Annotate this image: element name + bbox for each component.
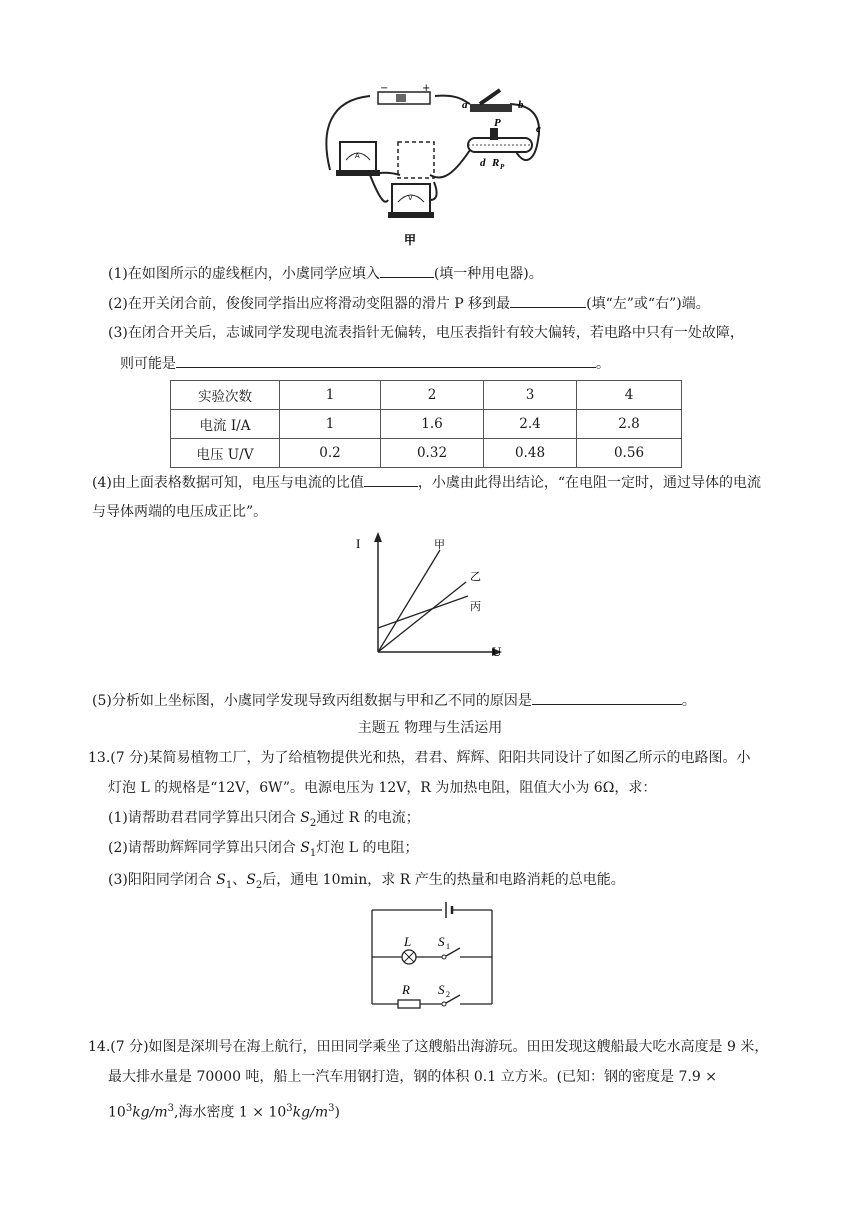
svg-text:I: I <box>356 536 361 551</box>
svg-text:b: b <box>518 99 524 111</box>
iu-graph <box>350 530 510 660</box>
svg-text:P: P <box>494 117 501 129</box>
answer-blank-4[interactable] <box>364 472 418 487</box>
svg-text:2: 2 <box>446 990 450 999</box>
q13-sub1: (1)请帮助君君同学算出只闭合 $S_2$通过 R 的电流； <box>108 810 420 829</box>
resistor-icon <box>398 1000 420 1008</box>
answer-blank-5[interactable] <box>532 690 682 705</box>
svg-text:甲: 甲 <box>404 233 417 247</box>
q13-sub3: (3)阳阳同学闭合 $S_1$、$S_2$后，通电 10min，求 R 产生的热量和电路消耗的总电能。 <box>108 872 625 891</box>
svg-text:U: U <box>492 644 502 659</box>
svg-text:S: S <box>438 934 445 949</box>
svg-text:A: A <box>355 153 360 160</box>
q12-part3-line1: (3)在闭合开关后，志诚同学发现电流表指针无偏转，电压表指针有较大偏转，若电路中只有一处故障， <box>108 325 744 341</box>
svg-text:V: V <box>408 195 413 202</box>
q14-line1: 14.(7 分)如图是深圳号在海上航行，田田同学乘坐了这艘船出海游玩。田田发现这艘船最大吃水高度是 9 米， <box>88 1039 769 1055</box>
q12-part4-line2: 与导体两端的电压成正比”。 <box>92 504 268 520</box>
table-row: 电压 U/V 0.2 0.32 0.48 0.56 <box>171 439 682 468</box>
knife-switch-icon <box>470 90 512 112</box>
q12-part5: (5)分析如上坐标图，小虞同学发现导致丙组数据与甲和乙不同的原因是 。 <box>92 690 696 711</box>
section-title: 主题五 物理与生活运用 <box>357 720 503 736</box>
svg-text:1: 1 <box>446 942 450 951</box>
answer-blank-2[interactable] <box>510 293 586 308</box>
circuit-diagram-yi <box>366 900 498 1012</box>
q12-part3-line2: 则可能是 。 <box>120 353 610 374</box>
svg-text:d: d <box>480 157 486 169</box>
svg-text:R: R <box>492 157 500 169</box>
svg-text:a: a <box>462 99 468 111</box>
rheostat-icon <box>468 128 532 152</box>
svg-text:甲: 甲 <box>434 538 445 551</box>
data-table <box>170 380 682 468</box>
q12-part1: (1)在如图所示的虚线框内，小虞同学应填入 (填一种用电器)。 <box>108 263 543 284</box>
answer-blank-1[interactable] <box>380 263 434 278</box>
q13-line2: 灯泡 L 的规格是“12V，6W”。电源电压为 12V，R 为加热电阻，阻值大小为 6Ω，求： <box>108 780 657 796</box>
svg-text:P: P <box>500 163 505 171</box>
q13-sub2: (2)请帮助辉辉同学算出只闭合 $S_1$灯泡 L 的电阻； <box>108 840 419 859</box>
lamp-icon <box>402 950 416 964</box>
svg-text:+: + <box>422 83 431 94</box>
q13-line1: 13.(7 分)某简易植物工厂，为了给植物提供光和热，君君、辉辉、阳阳共同设计了如图乙所示的电路图。小 <box>88 750 751 766</box>
svg-text:丙: 丙 <box>470 600 481 613</box>
table-row: 实验次数 1 2 3 4 <box>171 381 682 410</box>
q12-part4-line1: (4)由上面表格数据可知，电压与电流的比值 ，小虞由此得出结论，“在电阻一定时，通过导体的电流 <box>92 472 761 493</box>
answer-blank-3[interactable] <box>176 353 596 368</box>
dashed-box <box>398 142 434 178</box>
q14-line3: $10^3kg/m^3$,海水密度 $1 \times 10^3kg/m^3$) <box>108 1103 340 1121</box>
table-row: 电流 I/A 1 1.6 2.4 2.8 <box>171 410 682 439</box>
svg-text:R: R <box>402 982 410 997</box>
svg-text:L: L <box>404 934 412 949</box>
svg-text:S: S <box>438 982 445 997</box>
svg-text:−: − <box>380 83 389 94</box>
svg-text:乙: 乙 <box>470 570 481 583</box>
svg-text:c: c <box>536 123 541 135</box>
q12-part2: (2)在开关闭合前，俊俊同学指出应将滑动变阻器的滑片 P 移到最 (填“左”或“右”)端。 <box>108 293 710 314</box>
circuit-figure-jia <box>310 80 560 250</box>
q14-line2: 最大排水量是 70000 吨，船上一汽车用钢打造，钢的体积 0.1 立方米。(已知：钢的密度是 7.9 × <box>108 1069 717 1085</box>
